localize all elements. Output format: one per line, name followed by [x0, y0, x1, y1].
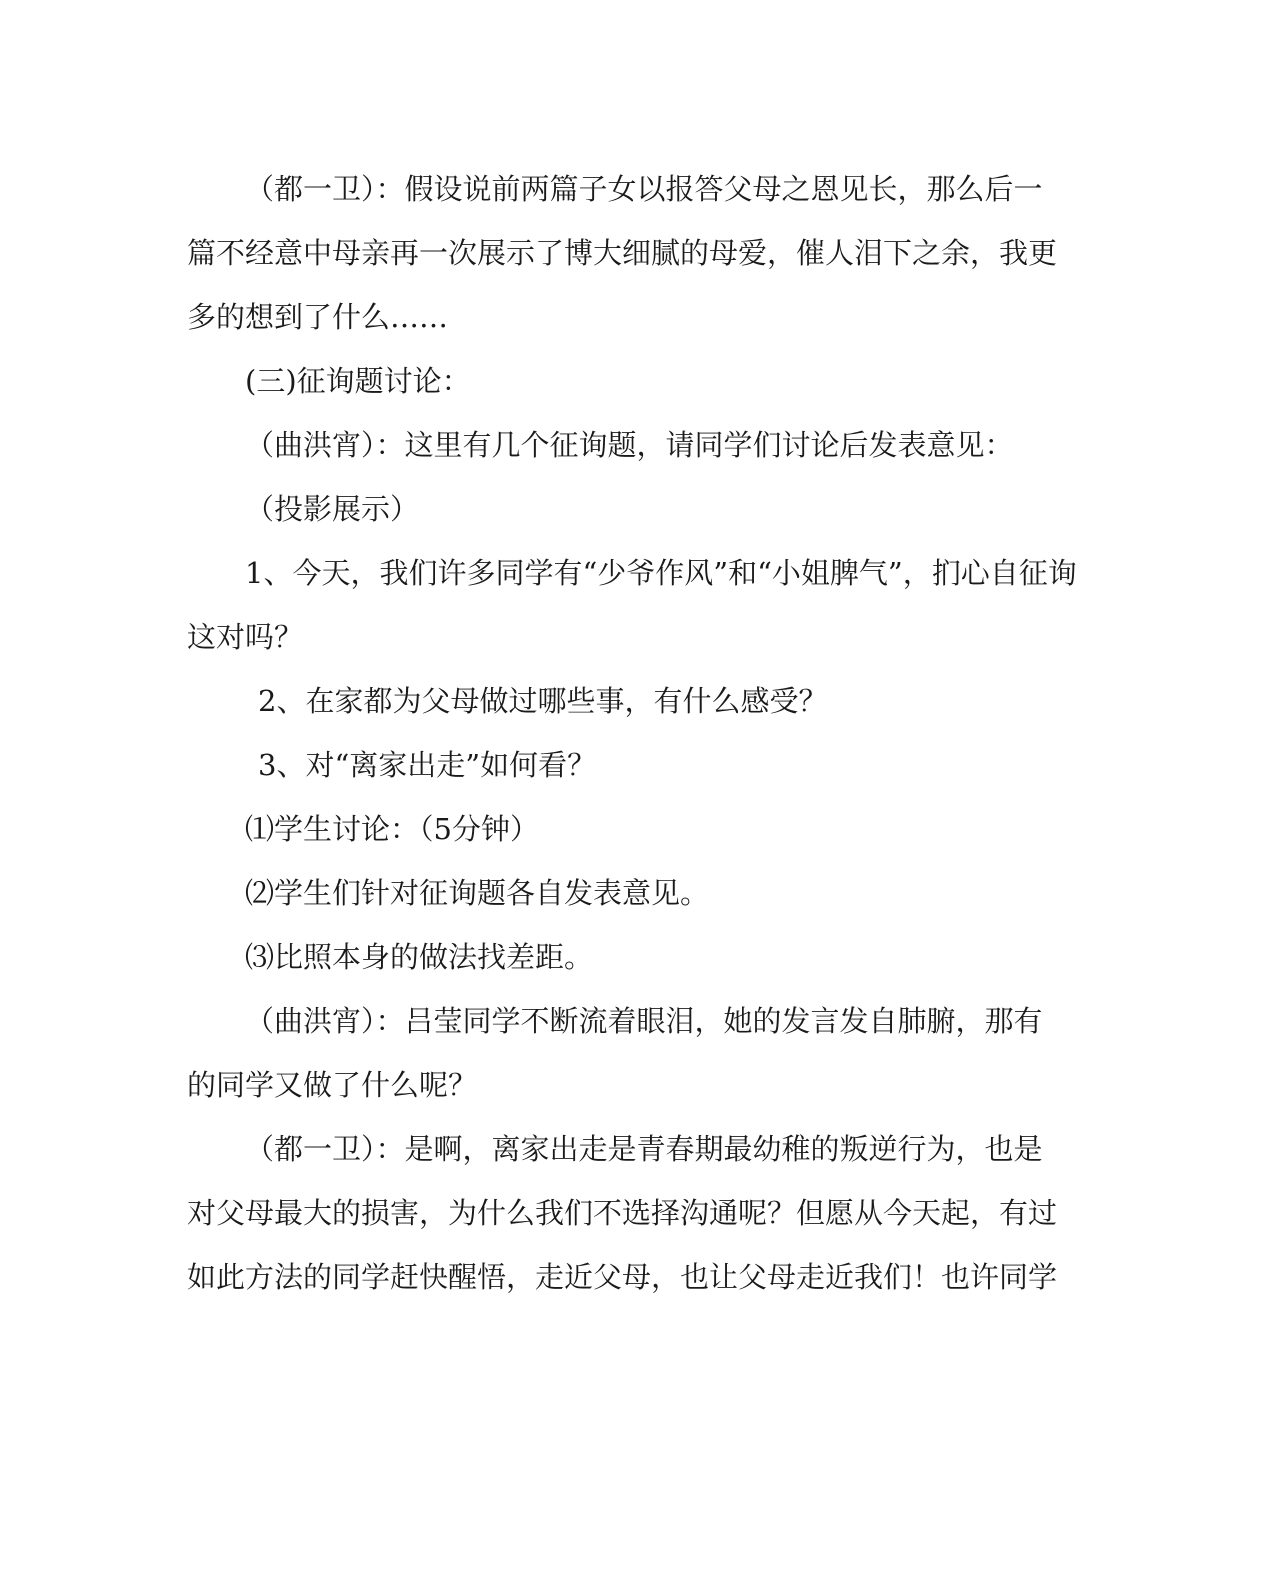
text-line: 的同学又做了什么呢？ — [187, 1068, 478, 1102]
text-line: （都一卫）：假设说前两篇子女以报答父母之恩见长，那么后一 — [245, 172, 1043, 206]
text-line: 篇不经意中母亲再一次展示了博大细腻的母爱，催人泪下之余，我更 — [187, 236, 1058, 270]
text-line: （曲洪宵）：吕莹同学不断流着眼泪，她的发言发自肺腑，那有 — [245, 1004, 1043, 1038]
step-item: ⑵学生们针对征询题各自发表意见。 — [245, 876, 710, 910]
text-line: （都一卫）：是啊，离家出走是青春期最幼稚的叛逆行为，也是 — [245, 1132, 1043, 1166]
text-line: 这对吗？ — [187, 620, 304, 654]
question-item: 1、今天，我们许多同学有“少爷作风”和“小姐脾气”，扪心自征询 — [245, 556, 1077, 590]
text-line: 对父母最大的损害，为什么我们不选择沟通呢？但愿从今天起，有过 — [187, 1196, 1058, 1230]
step-item: ⑴学生讨论：（5分钟） — [245, 812, 539, 846]
text-line: 如此方法的同学赶快醒悟，走近父母，也让父母走近我们！也许同学 — [187, 1260, 1058, 1294]
question-item: 2、在家都为父母做过哪些事，有什么感受？ — [258, 684, 828, 718]
step-item: ⑶比照本身的做法找差距。 — [245, 940, 594, 974]
text-line: （投影展示） — [245, 492, 420, 526]
section-heading: (三)征询题讨论： — [245, 364, 471, 398]
text-line: （曲洪宵）：这里有几个征询题，请同学们讨论后发表意见： — [245, 428, 1014, 462]
text-line: 多的想到了什么…… — [187, 300, 449, 334]
question-item: 3、对“离家出走”如何看？ — [258, 748, 597, 782]
